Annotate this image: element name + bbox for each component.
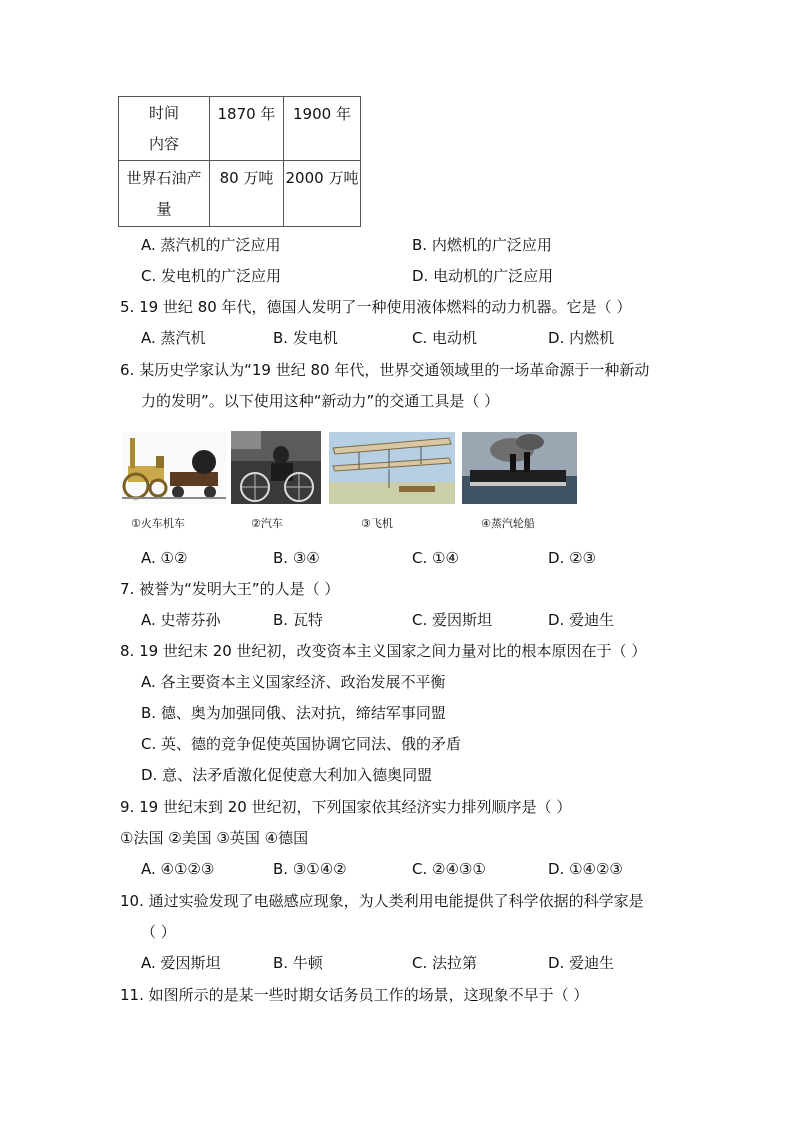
q5-option-c: C. 电动机 [412,329,478,347]
table-row [119,161,361,227]
q7-option-c: C. 爱因斯坦 [412,611,493,629]
q7-option-a: A. 史蒂芬孙 [141,611,221,629]
question-6-stem-line1: 6. 某历史学家认为“19 世纪 80 年代，世界交通领域里的一场革命源于一种新动 [120,361,650,379]
q9-option-a: A. ④①②③ [141,860,215,878]
question-11-stem: 11. 如图所示的是某一些时期女话务员工作的场景，这现象不早于（ ） [120,986,589,1004]
table-cell: 2000 万吨 [284,161,361,227]
q10-option-a: A. 爱因斯坦 [141,954,221,972]
table-header-row [119,97,361,161]
image-label-automobile: ②汽车 [251,517,283,530]
q10-option-b: B. 牛顿 [273,954,323,972]
question-9-stem: 9. 19 世纪末到 20 世纪初，下列国家依其经济实力排列顺序是（ ） [120,798,572,816]
q10-option-d: D. 爱迪生 [548,954,615,972]
q9-option-b: B. ③①④② [273,860,347,878]
q10-option-c: C. 法拉第 [412,954,478,972]
q5-option-b: B. 发电机 [273,329,338,347]
q6-option-d: D. ②③ [548,549,596,567]
image-label-steamship: ④蒸汽轮船 [481,517,535,530]
early-automobile-image [231,431,321,504]
q8-option-c: C. 英、德的竞争促使英国协调它同法、俄的矛盾 [141,735,462,753]
table-cell: 时间 内容 [119,97,210,161]
q9-option-d: D. ①④②③ [548,860,623,878]
table-cell: 80 万吨 [210,161,284,227]
q5-option-d: D. 内燃机 [548,329,615,347]
q6-option-a: A. ①② [141,549,188,567]
steamship-image [462,432,577,504]
table-cell: 1900 年 [284,97,361,161]
question-5-stem: 5. 19 世纪 80 年代，德国人发明了一种使用液体燃料的动力机器。它是（ ） [120,298,632,316]
question-6-stem-line2: 力的发明”。以下使用这种“新动力”的交通工具是（ ） [141,392,500,410]
q4-option-a: A. 蒸汽机的广泛应用 [141,236,281,254]
q4-option-b: B. 内燃机的广泛应用 [412,236,552,254]
image-label-airplane: ③飞机 [361,517,393,530]
q6-option-c: C. ①④ [412,549,459,567]
q4-option-d: D. 电动机的广泛应用 [412,267,554,285]
q8-option-b: B. 德、奥为加强同俄、法对抗，缔结军事同盟 [141,704,446,722]
q8-option-d: D. 意、法矛盾激化促使意大利加入德奥同盟 [141,766,433,784]
question-9-items: ①法国 ②美国 ③英国 ④德国 [120,829,309,847]
q4-option-c: C. 发电机的广泛应用 [141,267,282,285]
q7-option-d: D. 爱迪生 [548,611,615,629]
question-7-stem: 7. 被誉为“发明大王”的人是（ ） [120,580,340,598]
table-cell: 世界石油产 量 [119,161,210,227]
q5-option-a: A. 蒸汽机 [141,329,206,347]
q6-option-b: B. ③④ [273,549,320,567]
locomotive-image [122,432,226,504]
question-10-stem-line1: 10. 通过实验发现了电磁感应现象，为人类利用电能提供了科学依据的科学家是 [120,892,644,910]
question-8-stem: 8. 19 世纪末 20 世纪初，改变资本主义国家之间力量对比的根本原因在于（ ） [120,642,647,660]
q9-option-c: C. ②④③① [412,860,486,878]
q8-option-a: A. 各主要资本主义国家经济、政治发展不平衡 [141,673,446,691]
oil-production-table [118,96,361,227]
image-label-locomotive: ①火车机车 [131,517,185,530]
table-cell: 1870 年 [210,97,284,161]
q7-option-b: B. 瓦特 [273,611,323,629]
biplane-image [329,432,455,504]
question-10-stem-line2: （ ） [141,923,176,941]
